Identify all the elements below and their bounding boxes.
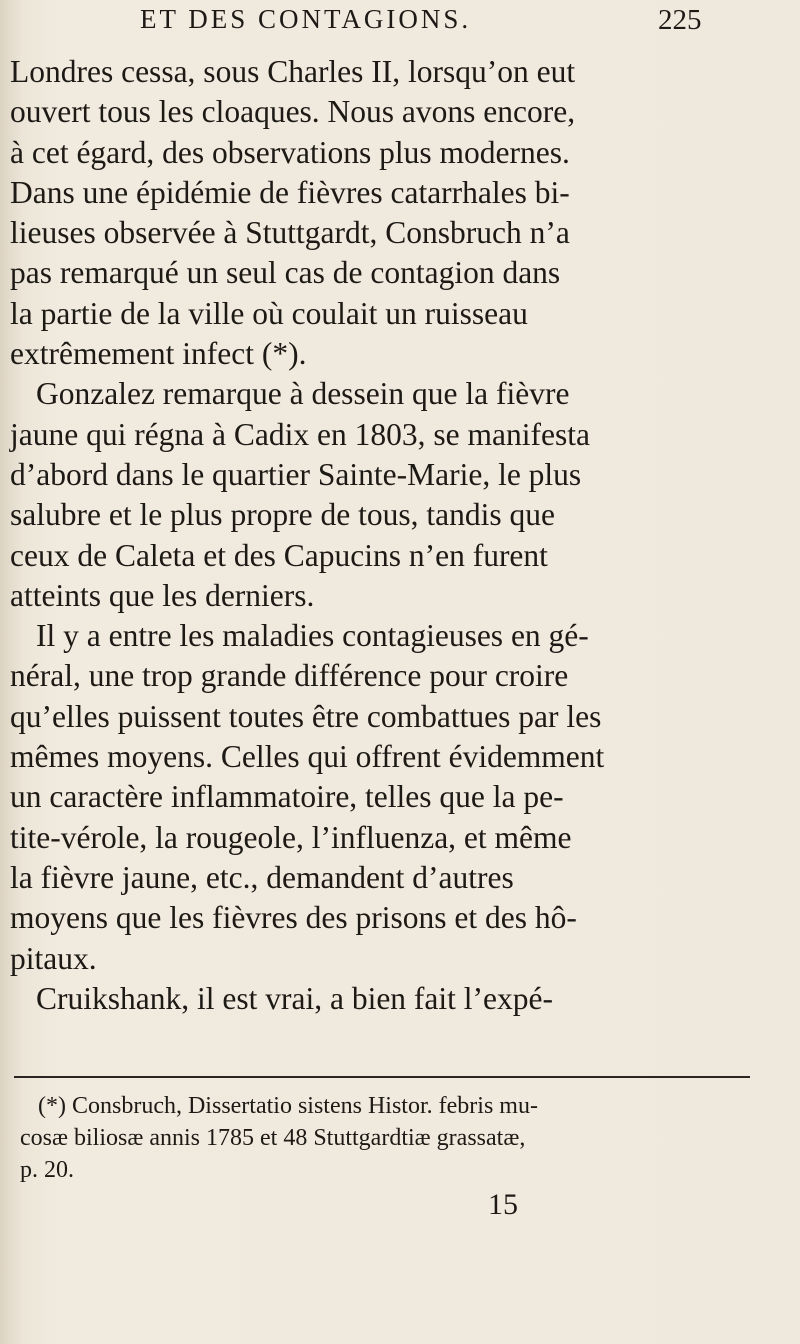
text-line: tite-vérole, la rougeole, l’influenza, et même (10, 819, 572, 855)
text-line: Il y a entre les maladies contagieuses en gé- (36, 618, 589, 654)
text-line: jaune qui régna à Cadix en 1803, se manifesta (10, 416, 590, 452)
text-line: atteints que les derniers. (10, 577, 315, 613)
footnote-line: p. 20. (20, 1157, 74, 1183)
text-line: Dans une épidémie de fièvres catarrhales bi- (10, 174, 570, 210)
footnote-line: cosæ biliosæ annis 1785 et 48 Stuttgardtiæ grassatæ, (20, 1125, 526, 1151)
text-line: lieuses observée à Stuttgardt, Consbruch n’a (10, 215, 570, 251)
text-line: un caractère inflammatoire, telles que la pe- (10, 779, 564, 815)
text-line: d’abord dans le quartier Sainte-Marie, le plus (10, 456, 582, 492)
text-line: Londres cessa, sous Charles II, lorsqu’on eut (10, 54, 576, 89)
text-line: Cruikshank, il est vrai, a bien fait l’expé- (36, 980, 553, 1016)
text-line: la fièvre jaune, etc., demandent d’autres (10, 859, 514, 895)
text-line: mêmes moyens. Celles qui offrent évidemment (10, 739, 605, 775)
text-line: extrêmement infect (*). (10, 336, 307, 372)
text-line: qu’elles puissent toutes être combattues par les (10, 698, 602, 734)
text-line: pas remarqué un seul cas de contagion dans (10, 255, 561, 291)
text-line: ouvert tous les cloaques. Nous avons encore, (10, 94, 576, 130)
text-line: à cet égard, des observations plus modernes. (10, 134, 570, 170)
footnote-divider (14, 1076, 750, 1078)
text-line: moyens que les fièvres des prisons et des hô- (10, 900, 577, 936)
running-head: ET DES CONTAGIONS. (140, 4, 472, 34)
body-text (10, 52, 770, 1019)
text-line: la partie de la ville où coulait un ruisseau (10, 295, 528, 331)
footnote (20, 1090, 760, 1186)
signature-mark: 15 (488, 1188, 518, 1221)
text-line: pitaux. (10, 940, 97, 976)
text-line: ceux de Caleta et des Capucins n’en furent (10, 537, 548, 573)
text-line: salubre et le plus propre de tous, tandis que (10, 497, 555, 533)
footnote-line: (*) Consbruch, Dissertatio sistens Histor. febris mu- (38, 1093, 538, 1119)
text-line: Gonzalez remarque à dessein que la fièvre (36, 376, 570, 412)
page-header (140, 4, 740, 44)
page-number: 225 (658, 4, 702, 36)
text-line: néral, une trop grande différence pour croire (10, 658, 569, 694)
